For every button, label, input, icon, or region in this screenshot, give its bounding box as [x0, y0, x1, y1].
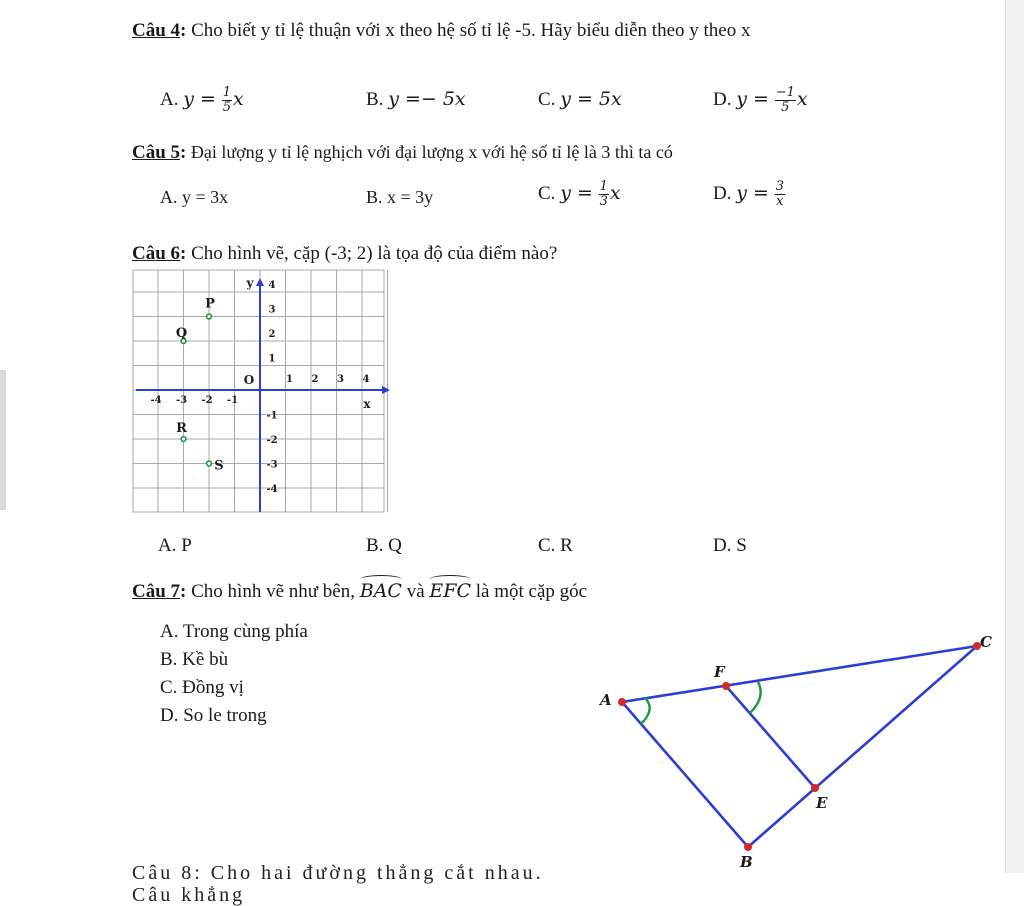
point-e — [811, 784, 819, 792]
question-6-tag: Câu 6 — [132, 243, 181, 264]
y-axis-arrow — [256, 278, 264, 286]
q4-d-fraction: $\frac{-1}{5}$ — [775, 85, 795, 115]
question-6: Câu 6: Cho hình vẽ, cặp (-3; 2) là tọa độ của điểm nào? — [132, 243, 558, 264]
question-4-tag: Câu 4 — [132, 20, 181, 41]
y-tick-label: 3 — [268, 304, 276, 316]
q5-d-fraction: $\frac{3}{x}$ — [775, 179, 784, 209]
next-question-cutoff: Câu 8: Cho hai đường thẳng cắt nhau. Câu khẳng — [132, 862, 544, 906]
origin-label: O — [243, 373, 255, 387]
question-7-text-after: là một cặp góc — [471, 581, 588, 602]
angle-arc-a — [641, 698, 650, 724]
axes — [136, 278, 390, 512]
q4-option-b[interactable]: B. y =− 5x — [366, 88, 466, 110]
point-f — [722, 682, 730, 690]
y-tick-label: 1 — [268, 353, 276, 365]
q5-option-c[interactable]: C. y = $\frac{1}{3}$ x — [538, 179, 621, 209]
question-5-tag: Câu 5 — [132, 142, 181, 163]
q6-option-a[interactable]: A. P — [158, 535, 192, 556]
q7-option-c[interactable]: C. Đồng vị — [160, 677, 244, 698]
label-e: E — [816, 794, 828, 812]
label-c: C — [980, 633, 992, 651]
x-tick-label: -2 — [201, 395, 213, 406]
angle-bac: BAC — [359, 580, 402, 602]
triangle-figure — [590, 625, 1010, 873]
x-tick-label: 2 — [311, 374, 319, 385]
q7-option-d[interactable]: D. So le trong — [160, 705, 267, 726]
question-5: Câu 5: Đại lượng y tỉ lệ nghịch với đại lượng x với hệ số tỉ lệ là 3 thì ta có — [132, 142, 673, 163]
point-a — [618, 698, 626, 706]
page-shadow-left — [0, 370, 6, 510]
segment-fe — [726, 686, 815, 788]
y-tick-label: -4 — [266, 484, 278, 495]
point-label-s: S — [214, 458, 224, 474]
q4-option-c[interactable]: C. y = 5x — [538, 88, 622, 110]
question-7-tag: Câu 7 — [132, 581, 181, 602]
q6-option-b[interactable]: B. Q — [366, 535, 402, 556]
question-4: Câu 4: Cho biết y tỉ lệ thuận với x theo hệ số tỉ lệ -5. Hãy biểu diễn theo y theo x — [132, 20, 751, 41]
question-5-text: Đại lượng y tỉ lệ nghịch với đại lượng x với hệ số tỉ lệ là 3 thì ta có — [186, 142, 673, 162]
x-axis-arrow — [382, 386, 390, 394]
q5-option-b[interactable]: B. x = 3y — [366, 187, 434, 207]
question-7: Câu 7: Cho hình vẽ như bên, BAC và EFC là một cặp góc — [132, 580, 588, 602]
q4-option-a[interactable]: A. y = $\frac{1}{5}$ x — [160, 85, 244, 115]
y-axis-label: y — [246, 276, 254, 290]
q5-option-d[interactable]: D. y = $\frac{3}{x}$ — [713, 179, 784, 209]
x-tick-label: 4 — [362, 374, 370, 385]
x-tick-label: 3 — [337, 374, 344, 385]
point-r — [181, 437, 186, 442]
y-tick-label: 4 — [268, 280, 276, 291]
y-tick-label: -3 — [266, 459, 278, 471]
y-tick-label: -1 — [266, 410, 278, 422]
point-p — [207, 314, 212, 319]
point-label-q: Q — [175, 326, 188, 341]
x-tick-label: -4 — [150, 395, 162, 406]
q6-option-c[interactable]: C. R — [538, 535, 573, 556]
q7-option-b[interactable]: B. Kề bù — [160, 649, 229, 670]
angle-arc-f — [750, 682, 761, 713]
q4-option-d[interactable]: D. y = $\frac{-1}{5}$ x — [713, 85, 808, 115]
label-f: F — [714, 663, 725, 681]
point-label-p: P — [205, 296, 215, 312]
point-s — [207, 461, 212, 466]
label-a: A — [600, 691, 612, 709]
x-tick-label: -3 — [175, 395, 188, 406]
label-b: B — [740, 853, 753, 871]
q6-option-d[interactable]: D. S — [713, 535, 747, 556]
x-axis-label: x — [363, 397, 371, 411]
q5-c-fraction: $\frac{1}{3}$ — [599, 179, 608, 209]
point-label-r: R — [176, 421, 187, 436]
x-tick-label: 1 — [286, 374, 293, 385]
q5-option-a[interactable]: A. y = 3x — [160, 187, 229, 207]
q4-a-fraction: $\frac{1}{5}$ — [222, 85, 231, 115]
coordinate-grid-figure — [130, 268, 392, 514]
y-tick-label: -2 — [266, 435, 278, 446]
question-4-text: Cho biết y tỉ lệ thuận với x theo hệ số tỉ lệ -5. Hãy biểu diễn theo y theo x — [186, 20, 751, 41]
y-tick-label: 2 — [268, 329, 276, 340]
question-6-text: Cho hình vẽ, cặp (-3; 2) là tọa độ của điểm nào? — [186, 243, 558, 264]
point-b — [744, 843, 752, 851]
x-tick-label: -1 — [226, 395, 239, 406]
q7-option-a[interactable]: A. Trong cùng phía — [160, 621, 308, 642]
angle-efc: EFC — [429, 580, 472, 602]
question-7-text-before: Cho hình vẽ như bên, — [186, 581, 360, 602]
